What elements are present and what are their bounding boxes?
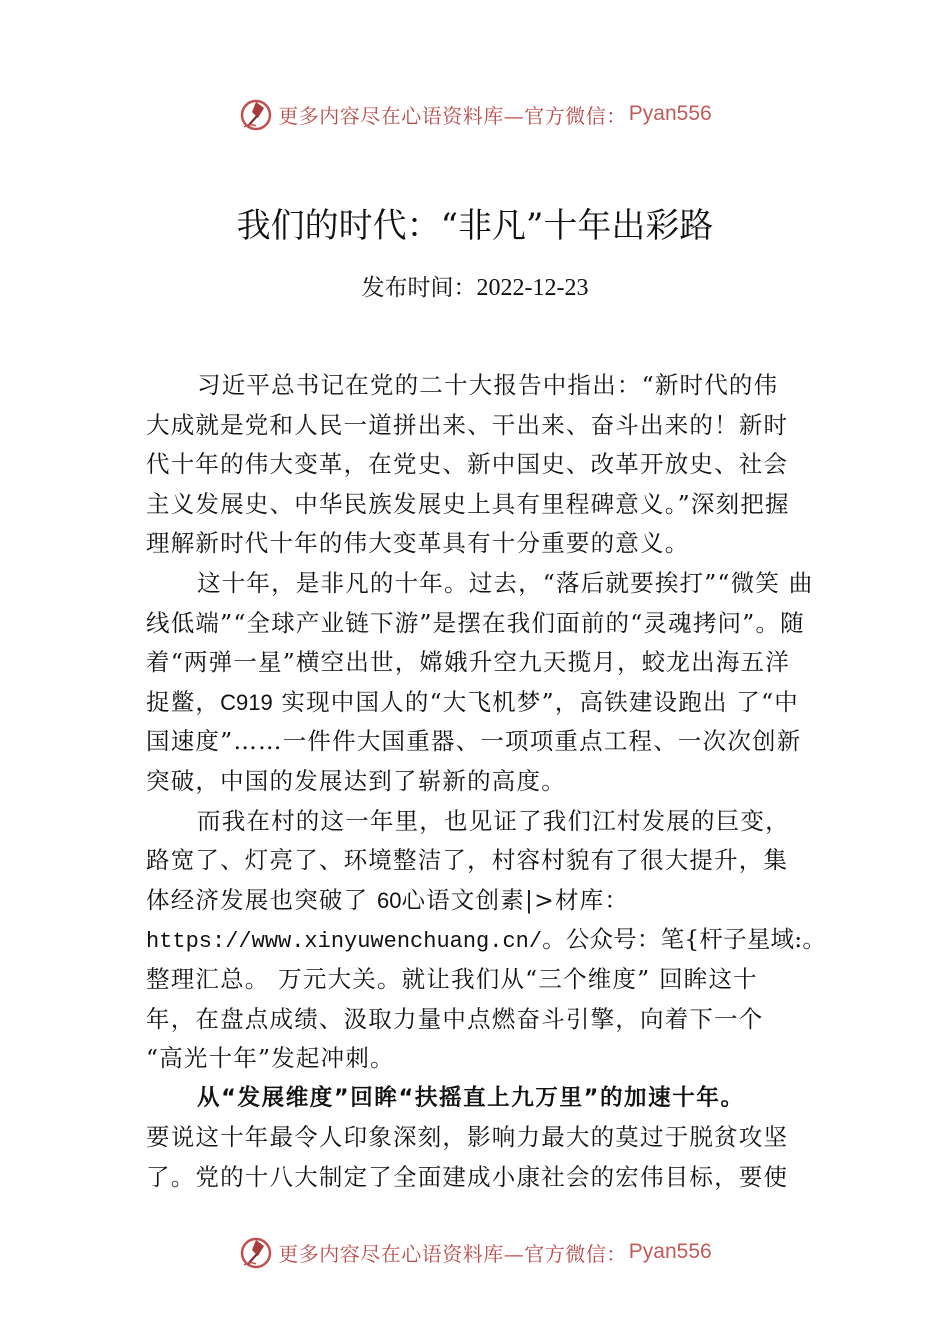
document-title: 我们的时代：“非凡”十年出彩路 <box>236 206 714 246</box>
text-segment: 捉鳖， <box>146 687 221 716</box>
text-line: 代十年的伟大变革，在党史、新中国史、改革开放史、社会 <box>146 450 789 479</box>
watermark-text: 更多内容尽在心语资料库—官方微信： <box>278 103 627 128</box>
text-line: 主义发展史、中华民族发展史上具有里程碑意义。”深刻把握 <box>146 489 790 518</box>
text-line: 着“两弹一星”横空出世，嫦娥升空九天揽月，蛟龙出海五洋 <box>146 648 790 677</box>
quill-seal-logo-icon <box>238 96 274 132</box>
text-line: 了。党的十八大制定了全面建成小康社会的宏伟目标，要使 <box>146 1162 789 1191</box>
text-line: “高光十年”发起冲刺。 <box>146 1044 395 1073</box>
aircraft-model: C919 <box>220 689 273 715</box>
text-line: 这十年，是非凡的十年。过去，“落后就要挨打”“微笑 曲 <box>197 568 814 597</box>
text-line: 年，在盘点成绩、汲取力量中点燃奋斗引擎，向着下一个 <box>146 1004 764 1033</box>
publish-time <box>0 268 950 308</box>
header-watermark <box>0 94 950 134</box>
text-line: 要说这十年最令人印象深刻，影响力最大的莫过于脱贫攻坚 <box>146 1123 789 1152</box>
watermark-text: 更多内容尽在心语资料库—官方微信： <box>278 1241 627 1266</box>
text-line <box>146 683 846 723</box>
quill-seal-logo-icon <box>238 1234 274 1270</box>
text-line: 国速度”……一件件大国重器、一项项重点工程、一次次创新 <box>146 727 802 756</box>
text-line: 突破，中国的发展达到了崭新的高度。 <box>146 766 566 795</box>
text-segment: 心语文创素|>材库： <box>401 885 630 914</box>
text-segment: 体经济发展也突破了 <box>146 885 377 914</box>
text-line: 路宽了、灯亮了、环境整洁了，村容村貌有了很大提升，集 <box>146 846 789 875</box>
website-url: https://www.xinyuwenchuang.cn/ <box>146 929 543 955</box>
text-line <box>146 881 846 921</box>
section-heading: 从“发展维度”回眸“扶摇直上九万里”的加速十年。 <box>197 1084 745 1111</box>
text-line: 而我在村的这一年里，也见证了我们江村发展的巨变， <box>197 806 790 835</box>
text-line: 线低端”“全球产业链下游”是摆在我们面前的“灵魂拷问”。随 <box>146 608 805 637</box>
text-line: 理解新时代十年的伟大变革具有十分重要的意义。 <box>146 529 690 558</box>
text-segment: 实现中国人的“大飞机梦”，高铁建设跑出 了“中 <box>272 687 799 716</box>
text-segment: 。公众号：笔{杆子星域:。 <box>542 925 827 954</box>
text-line: 大成就是党和人民一道拼出来、干出来、奋斗出来的！新时 <box>146 410 789 439</box>
text-line <box>146 920 846 960</box>
watermark-wechat-handle: Pyan556 <box>628 1240 712 1263</box>
publish-date: 2022-12-23 <box>476 275 589 301</box>
publish-time-label: 发布时间： <box>361 275 477 301</box>
number-segment: 60 <box>376 887 402 913</box>
text-line: 整理汇总。 万元大关。就让我们从“三个维度” 回眸这十 <box>146 964 758 993</box>
watermark-wechat-handle: Pyan556 <box>628 102 712 125</box>
article-body <box>146 366 846 1197</box>
footer-watermark <box>0 1232 950 1272</box>
text-line: 习近平总书记在党的二十大报告中指出：“新时代的伟 <box>197 371 779 399</box>
